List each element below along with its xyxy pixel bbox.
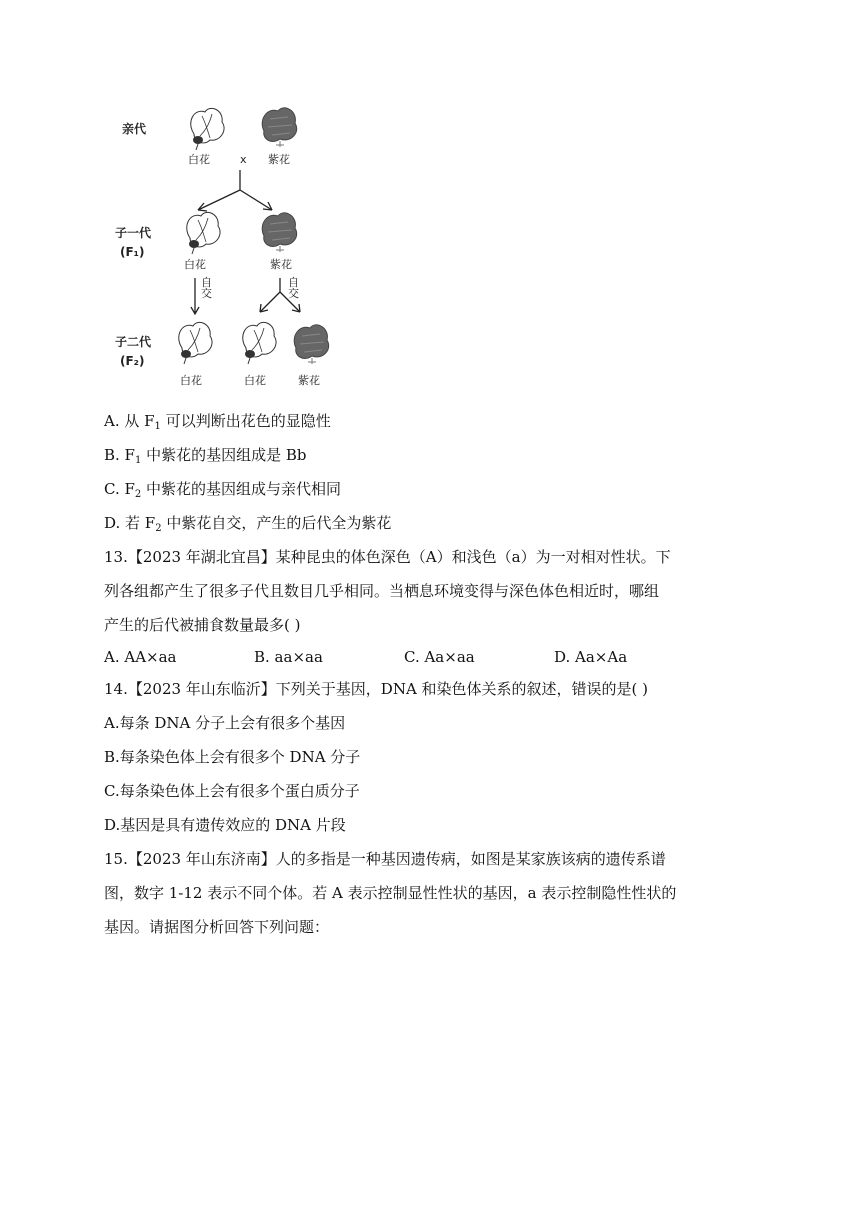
q14-option-a: A.每条 DNA 分子上会有很多个基因: [104, 714, 346, 732]
purple-flower-icon: [294, 325, 329, 364]
q14-stem: 14.【2023 年山东临沂】下列关于基因，DNA 和染色体关系的叙述，错误的是( ): [104, 680, 649, 698]
inheritance-diagram: [100, 100, 340, 395]
q15-stem-line-2: 图，数字 1-12 表示不同个体。若 A 表示控制显性性状的基因，a 表示控制隐性性状的: [104, 884, 677, 902]
q15-stem-line-1: 15.【2023 年山东济南】人的多指是一种基因遗传病，如图是某家族该病的遗传系谱: [104, 850, 666, 868]
q13-option-c: C. Aa×aa: [404, 648, 475, 666]
arrow-selfing-white: [191, 278, 199, 314]
q13-stem-line-1: 13.【2023 年湖北宜昌】某种昆虫的体色深色（A）和浅色（a）为一对相对性状。下: [104, 548, 671, 566]
caption-white-f2a: 白花: [180, 374, 202, 387]
q12-option-a: A. 从 $F_1$ 可以判断出花色的显隐性: [104, 412, 331, 432]
cross-symbol: x: [240, 153, 247, 166]
caption-white-parent: 白花: [188, 153, 210, 166]
q13-stem-line-3: 产生的后代被捕食数量最多( ): [104, 616, 301, 634]
white-flower-icon: [243, 322, 276, 364]
q14-option-d: D.基因是具有遗传效应的 DNA 片段: [104, 816, 346, 834]
label-f2: 子二代: [115, 335, 152, 349]
caption-purple-f2: 紫花: [298, 374, 320, 387]
q14-option-c: C.每条染色体上会有很多个蛋白质分子: [104, 782, 360, 800]
q13-option-b: B. aa×aa: [254, 648, 323, 666]
label-parent: 亲代: [122, 122, 147, 136]
q13-options: [104, 646, 764, 668]
white-flower-icon: [187, 212, 220, 254]
q12-option-d: D. 若 $F_2$ 中紫花自交，产生的后代全为紫花: [104, 514, 392, 534]
caption-white-f1: 白花: [184, 258, 206, 271]
white-flower-icon: [179, 322, 212, 364]
inheritance-diagram-svg: [100, 100, 340, 395]
q13-option-d: D. Aa×Aa: [554, 648, 628, 666]
q13-stem-line-2: 列各组都产生了很多子代且数目几乎相同。当栖息环境变得与深色体色相近时，哪组: [104, 582, 660, 600]
white-flower-icon: [191, 108, 224, 150]
label-f1-symbol: (F₁): [120, 245, 145, 259]
q13-option-a: A. AA×aa: [104, 648, 177, 666]
q15-stem-line-3: 基因。请据图分析回答下列问题：: [104, 918, 330, 936]
q14-option-b: B.每条染色体上会有很多个 DNA 分子: [104, 748, 361, 766]
caption-purple-parent: 紫花: [268, 153, 290, 166]
arrow-parent-to-f1: [198, 170, 272, 210]
label-f2-symbol: (F₂): [120, 354, 145, 368]
label-selfing-white: 自交: [201, 276, 212, 300]
caption-purple-f1: 紫花: [270, 258, 292, 271]
caption-white-f2b: 白花: [244, 374, 266, 387]
q12-option-c: C. $F_2$ 中紫花的基因组成与亲代相同: [104, 480, 342, 500]
purple-flower-icon: [262, 213, 297, 252]
label-selfing-purple: 自交: [288, 276, 299, 300]
label-f1: 子一代: [115, 226, 152, 240]
purple-flower-icon: [262, 108, 297, 147]
q12-option-b: B. $F_1$ 中紫花的基因组成是 Bb: [104, 446, 307, 466]
